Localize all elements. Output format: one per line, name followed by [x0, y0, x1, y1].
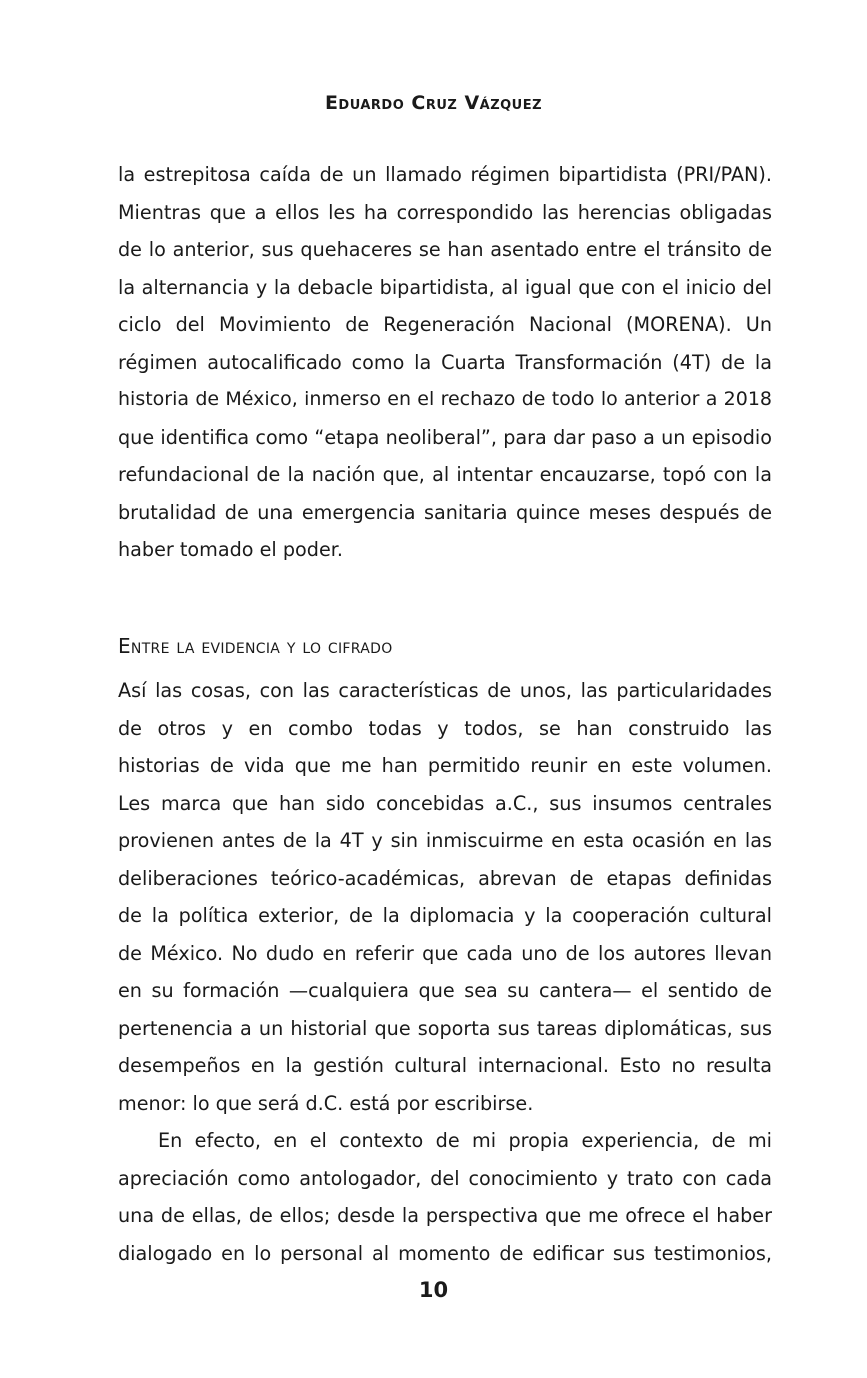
text-line: apreciación como antologador, del conocimiento y trato con cada: [118, 1166, 772, 1190]
text-line: la estrepitosa caída de un llamado régimen bipartidista (PRI/PAN).: [118, 163, 772, 186]
text-line: que identifica como “etapa neoliberal”, para dar paso a un episodio: [118, 425, 772, 449]
text-line: régimen autocalificado como la Cuarta Transformación (4T) de la: [118, 350, 772, 374]
text-line: provienen antes de la 4T y sin inmiscuirme en esta ocasión en las: [118, 829, 772, 852]
text-line: deliberaciones teórico-académicas, abrevan de etapas definidas: [118, 866, 772, 890]
text-line: historia de México, inmerso en el rechazo de todo lo anterior a 2018: [118, 388, 772, 410]
paragraph-section-body: [118, 672, 772, 1272]
text-line: Así las cosas, con las características de unos, las particularidades: [118, 679, 772, 702]
text-line: Les marca que han sido concebidas a.C., sus insumos centrales: [118, 791, 772, 815]
text-line: desempeños en la gestión cultural internacional. Esto no resulta: [118, 1054, 772, 1077]
section-heading: Entre la evidencia y lo cifrado: [118, 634, 393, 658]
text-line: de otros y en combo todas y todos, se han construido las: [118, 716, 772, 740]
text-line: refundacional de la nación que, al intentar encauzarse, topó con la: [118, 463, 772, 486]
text-line: menor: lo que será d.C. está por escribirse.: [118, 1091, 534, 1115]
text-line: brutalidad de una emergencia sanitaria quince meses después de: [118, 500, 772, 524]
text-line: de México. No dudo en referir que cada uno de los autores llevan: [118, 941, 772, 965]
text-line: de lo anterior, sus quehaceres se han asentado entre el tránsito de: [118, 238, 772, 261]
text-line: dialogado en lo personal al momento de edificar sus testimonios,: [118, 1241, 772, 1265]
text-line: en su formación —cualquiera que sea su cantera— el sentido de: [118, 979, 772, 1002]
text-line: En efecto, en el contexto de mi propia experiencia, de mi: [158, 1129, 772, 1152]
text-line: Mientras que a ellos les ha correspondido las herencias obligadas: [118, 200, 772, 224]
running-head-author: Eduardo Cruz Vázquez: [324, 92, 543, 114]
text-line: de la política exterior, de la diplomacia y la cooperación cultural: [118, 904, 772, 927]
text-line: ciclo del Movimiento de Regeneración Nacional (MORENA). Un: [118, 313, 772, 336]
text-line: historias de vida que me han permitido reunir en este volumen.: [118, 754, 772, 777]
page-number: 10: [418, 1278, 449, 1302]
text-line: la alternancia y la debacle bipartidista, al igual que con el inicio del: [118, 275, 772, 299]
text-line: pertenencia a un historial que soporta sus tareas diplomáticas, sus: [118, 1016, 772, 1040]
text-line: haber tomado el poder.: [118, 538, 343, 561]
text-line: una de ellas, de ellos; desde la perspectiva que me ofrece el haber: [118, 1204, 772, 1227]
paragraph-intro: [118, 156, 772, 569]
